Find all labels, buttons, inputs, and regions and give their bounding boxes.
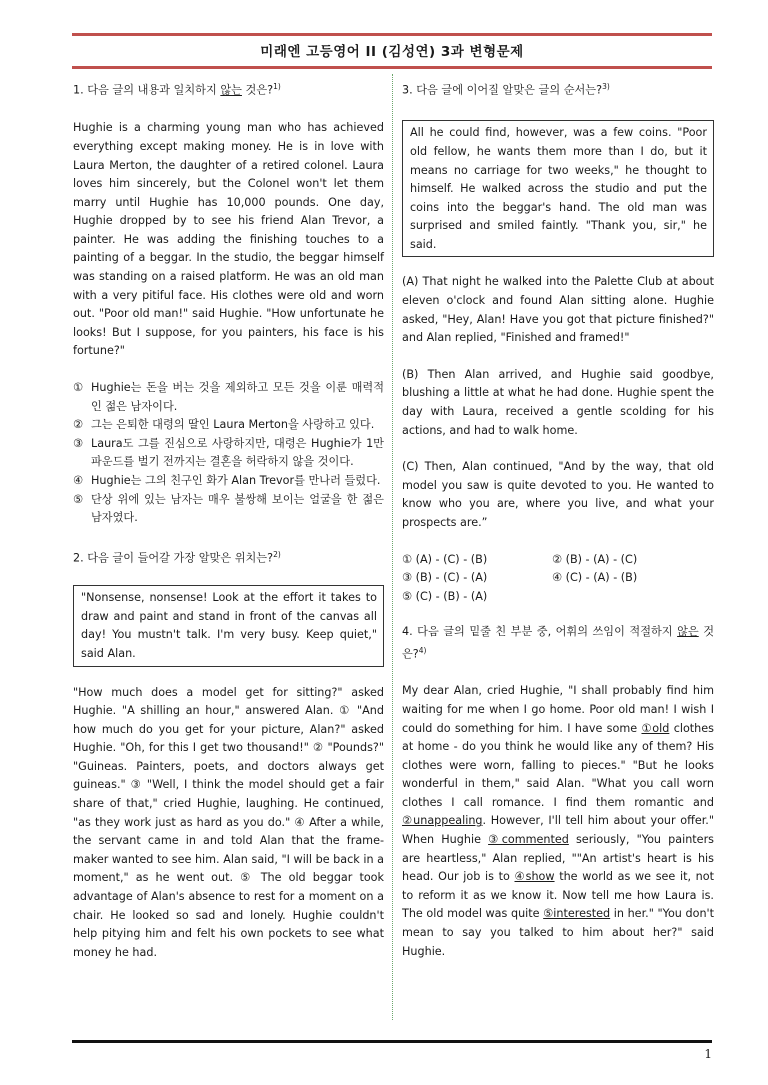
question-1-passage: Hughie is a charming young man who has achieved everything except making money. He is in love with Laura Merton, the daughter of a retired colonel. Laura loves him sincerely, but the Colonel won't let them marry until Hughie has 10,000 pounds. One day, Hughie dropped by to see his friend Alan Trevor, a painter. He was adding the finishing touches to a painting of a beggar. In the studio, the beggar himself was standing on a raised platform. He was an old man with a very pitiful face. His clothes were old and worn out. "Poor old man!" said Hughie. "How unfortunate he looks! But I suppose, for you painters, his face is his fortune?" bbox=[73, 121, 384, 358]
paragraph-a: (A) That night he walked into the Palette Club at about eleven o'clock and found Alan sitting alone. Hughie asked, "Hey, Alan! Have you got that picture finished?" and Alan replied, "Finished and framed!" bbox=[402, 275, 714, 345]
option-1[interactable]: ① Hughie는 돈을 버는 것을 제외하고 모든 것을 이룬 매력적인 젊은 남자이다. bbox=[73, 381, 384, 413]
choice-4[interactable]: ④ (C) - (A) - (B) bbox=[552, 571, 638, 585]
column-divider bbox=[392, 74, 393, 1020]
right-column bbox=[402, 78, 714, 961]
page-number: 1 bbox=[704, 1047, 712, 1061]
header-top-rule bbox=[72, 33, 712, 36]
choice-5[interactable]: ⑤ (C) - (B) - (A) bbox=[402, 589, 488, 603]
option-3[interactable]: ③ Laura도 그를 진심으로 사랑하지만, 대령은 Hughie가 1만 파운드를 벌기 전까지는 결혼을 허락하지 않을 것이다. bbox=[73, 436, 384, 469]
question-4-passage: My dear Alan, cried Hughie, "I shall probably find him waiting for me when I go home. Poor old man! I wish I could do something for him. I have some ①old clothes at home - do you think he would like any of them? His clothes were worn, falling to pieces." "But he looks wonderful in them," said Alan. "What you call worn clothes I call romance. I find them romantic and ②unappealing. However, I'll tell him about your offer." When Hughie ③commented seriously, "You painters are heartless," Alan replied, ""An artist's heart is his head. Our job is to ④show the world as we see it, not to reform it as we know it. Now tell me how Laura is. The old model was quite ⑤interested in her." "You don't mean to say you talked to him about her?" said Hughie. bbox=[402, 684, 714, 958]
question-1-title: 1. 다음 글의 내용과 일치하지 않는 것은?$^{1)}$ bbox=[73, 82, 281, 97]
choice-1[interactable]: ① (A) - (C) - (B) bbox=[402, 552, 488, 566]
option-5[interactable]: ⑤ 단상 위에 있는 남자는 매우 불쌍해 보이는 얼굴을 한 젊은 남자였다. bbox=[73, 492, 384, 525]
left-column bbox=[73, 78, 384, 962]
option-4[interactable]: ④ Hughie는 그의 친구인 화가 Alan Trevor를 만나러 들렀다. bbox=[73, 474, 381, 488]
underlined-word-3: ③commented bbox=[488, 833, 569, 847]
question-4-title: 4. 다음 글의 밑줄 친 부분 중, 어휘의 쓰임이 적절하지 않은 것은?$^{4)}$ bbox=[402, 625, 714, 661]
question-2-insert-box: "Nonsense, nonsense! Look at the effort it takes to draw and paint and stand in front of the canvas all day! You mustn't talk. I'm very busy. Keep quiet," said Alan. bbox=[73, 585, 384, 666]
footer-rule bbox=[72, 1040, 712, 1043]
underlined-word-4: ④show bbox=[514, 870, 555, 884]
underlined-word-1: ①old bbox=[641, 721, 670, 735]
choice-2[interactable]: ② (B) - (A) - (C) bbox=[552, 552, 638, 566]
question-3-title: 3. 다음 글에 이어질 알맞은 글의 순서는?$^{3)}$ bbox=[402, 82, 610, 97]
underlined-word-2: ②unappealing bbox=[402, 814, 483, 828]
page-title: 미래엔 고등영어 II (김성연) 3과 변형문제 bbox=[260, 44, 524, 60]
question-2-title: 2. 다음 글이 들어갈 가장 알맞은 위치는?$^{2)}$ bbox=[73, 549, 281, 565]
question-3-choices bbox=[402, 551, 714, 607]
paragraph-b: (B) Then Alan arrived, and Hughie said goodbye, blushing a little at what he had done. Hughie spent the day with Laura, received a gentle scolding for his actions, and had to walk home. bbox=[402, 367, 714, 437]
question-3-given-box: All he could find, however, was a few coins. "Poor old fellow, he wants them more than I do, but it means no carriage for two weeks," he thought to himself. He walked across the studio and put the coins into the beggar's hand. The old man was surprised and smiled faintly. "Thank you, sir," he said. bbox=[402, 120, 714, 257]
choice-3[interactable]: ③ (B) - (C) - (A) bbox=[402, 571, 488, 585]
underlined-word-5: ⑤interested bbox=[543, 907, 611, 921]
paragraph-c: (C) Then, Alan continued, "And by the way, that old model you saw is quite devoted to you. He wanted to know who you are, where you live, and what your prospects are.” bbox=[402, 460, 714, 530]
header-bottom-rule bbox=[72, 66, 712, 69]
option-2[interactable]: ② 그는 은퇴한 대령의 딸인 Laura Merton을 사랑하고 있다. bbox=[73, 418, 375, 432]
question-1-options bbox=[73, 379, 384, 528]
question-2-passage: "How much does a model get for sitting?" asked Hughie. "A shilling an hour," answered Alan. ① "And how much do you get for your picture, Alan?" asked Hughie. "Oh, for this I get two thousand!" ② "Pounds?" "Guineas. Painters, poets, and doctors always get guineas." ③ "Well, I think the model should get a fair share of that," cried Hughie, laughing. He continued, "as they work just as hard as you do." ④ After a while, the servant came in and told Alan that the frame-maker wanted to see him. Alan said, "I will be back in a moment," as he went out. ⑤ The old beggar took advantage of Alan's absence to rest for a moment on a chair. He looked so sad and lonely. Hughie couldn't help pitying him and felt his own pockets to see what money he had. bbox=[73, 685, 384, 959]
